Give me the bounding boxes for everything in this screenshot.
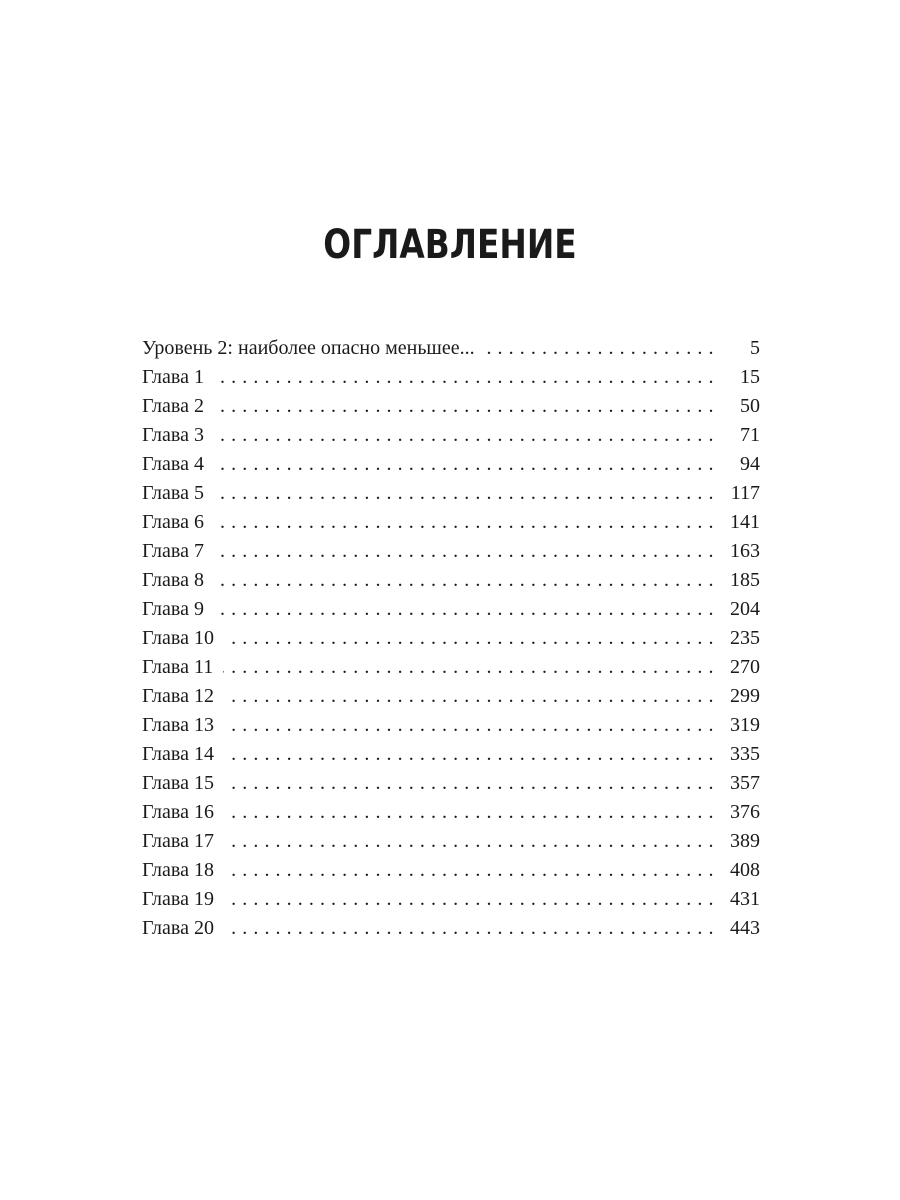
toc-entry-page-number: 431	[730, 888, 760, 910]
toc-entry	[142, 566, 760, 595]
toc-entry-label: Глава 9	[142, 598, 204, 620]
toc-entry	[142, 769, 760, 798]
toc-entry	[142, 827, 760, 856]
toc-entry-page-number: 5	[750, 337, 760, 359]
toc-dot-leader	[224, 798, 714, 827]
toc-entry	[142, 450, 760, 479]
toc-entry-page-number: 94	[740, 453, 760, 475]
toc-dot-leader	[223, 653, 714, 682]
toc-entry-page-number: 319	[730, 714, 760, 736]
toc-entry-label: Глава 7	[142, 540, 204, 562]
toc-dot-leader	[214, 566, 714, 595]
toc-dot-leader	[214, 450, 714, 479]
toc-entry-page-number: 50	[740, 395, 760, 417]
toc-entry	[142, 508, 760, 537]
toc-entry-page-number: 71	[740, 424, 760, 446]
toc-entry-page-number: 335	[730, 743, 760, 765]
toc-entry-page-number: 270	[730, 656, 760, 678]
toc-entry	[142, 885, 760, 914]
toc-entry	[142, 740, 760, 769]
toc-title: ОГЛАВЛЕНИЕ	[323, 222, 577, 268]
toc-entry-label: Глава 20	[142, 917, 214, 939]
toc-entry	[142, 595, 760, 624]
toc-dot-leader	[485, 334, 714, 363]
toc-entry-page-number: 443	[730, 917, 760, 939]
toc-dot-leader	[214, 363, 714, 392]
toc-entry-label: Глава 4	[142, 453, 204, 475]
toc-entry	[142, 479, 760, 508]
toc-dot-leader	[224, 856, 714, 885]
toc-entry-label: Глава 16	[142, 801, 214, 823]
toc-entry-page-number: 376	[730, 801, 760, 823]
toc-dot-leader	[224, 624, 714, 653]
toc-entry	[142, 798, 760, 827]
toc-entry-label: Глава 2	[142, 395, 204, 417]
toc-entry-label: Глава 15	[142, 772, 214, 794]
toc-dot-leader	[214, 479, 714, 508]
toc-entry	[142, 537, 760, 566]
toc-entry	[142, 653, 760, 682]
toc-entry-label: Глава 5	[142, 482, 204, 504]
toc-entry-label: Глава 18	[142, 859, 214, 881]
toc-entry-label: Глава 13	[142, 714, 214, 736]
toc-dot-leader	[224, 740, 714, 769]
toc-entry	[142, 624, 760, 653]
toc-dot-leader	[224, 711, 714, 740]
toc-dot-leader	[214, 595, 714, 624]
toc-dot-leader	[214, 537, 714, 566]
toc-entry-page-number: 204	[730, 598, 760, 620]
toc-entry-label: Глава 10	[142, 627, 214, 649]
toc-entry-label: Глава 12	[142, 685, 214, 707]
toc-entry	[142, 856, 760, 885]
toc-entry-label: Глава 1	[142, 366, 204, 388]
toc-entry-page-number: 389	[730, 830, 760, 852]
toc-entry-page-number: 15	[740, 366, 760, 388]
toc-entry-label: Глава 3	[142, 424, 204, 446]
toc-entry-page-number: 235	[730, 627, 760, 649]
toc-entry	[142, 914, 760, 943]
toc-dot-leader	[214, 421, 714, 450]
toc-entry	[142, 682, 760, 711]
toc-dot-leader	[214, 508, 714, 537]
toc-entry	[142, 363, 760, 392]
toc-entry-page-number: 163	[730, 540, 760, 562]
toc-entry-label: Глава 19	[142, 888, 214, 910]
toc-entry	[142, 334, 760, 363]
toc-entry	[142, 711, 760, 740]
toc-entry	[142, 392, 760, 421]
toc-entry-page-number: 408	[730, 859, 760, 881]
toc-list	[142, 334, 760, 943]
toc-entry-label: Глава 14	[142, 743, 214, 765]
toc-entry-label: Глава 6	[142, 511, 204, 533]
toc-dot-leader	[224, 682, 714, 711]
toc-entry	[142, 421, 760, 450]
toc-entry-page-number: 299	[730, 685, 760, 707]
toc-entry-page-number: 185	[730, 569, 760, 591]
toc-dot-leader	[224, 885, 714, 914]
toc-entry-page-number: 141	[730, 511, 760, 533]
toc-dot-leader	[224, 914, 714, 943]
toc-entry-page-number: 117	[730, 482, 760, 504]
toc-entry-page-number: 357	[730, 772, 760, 794]
toc-entry-label: Глава 8	[142, 569, 204, 591]
toc-dot-leader	[214, 392, 714, 421]
toc-entry-label: Глава 17	[142, 830, 214, 852]
toc-dot-leader	[224, 827, 714, 856]
toc-entry-label: Уровень 2: наиболее опасно меньшее...	[142, 337, 475, 359]
toc-dot-leader	[224, 769, 714, 798]
toc-entry-label: Глава 11	[142, 656, 214, 678]
